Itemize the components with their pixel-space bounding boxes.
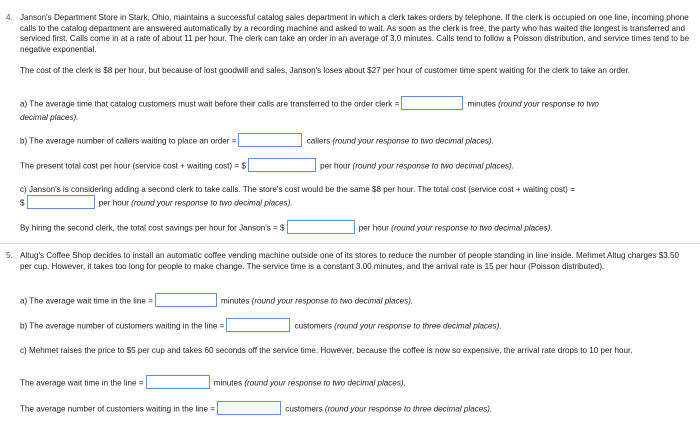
p5-part-a-unit: minutes — [221, 296, 250, 306]
savings-text: By hiring the second clerk, the total cost savings per hour for Janson's = $ — [20, 223, 285, 233]
total-cost-input[interactable] — [248, 158, 316, 172]
problem-5-part-a — [20, 296, 413, 307]
part-b-unit: callers — [306, 136, 331, 146]
p5-new-count-text: The average number of customers waiting in the line = — [20, 404, 216, 414]
total-cost-text: The present total cost per hour (service cost + waiting cost) = $ — [20, 161, 246, 171]
p5-new-count-unit: customers — [285, 404, 323, 414]
new-wait-time-input[interactable] — [146, 375, 210, 389]
total-cost-hint: (round your response to two decimal places). — [352, 161, 515, 171]
problem-5-number: 5. — [6, 251, 13, 260]
callers-waiting-input[interactable] — [238, 133, 302, 147]
p5-new-wait-unit: minutes — [213, 378, 243, 388]
wait-time-input[interactable] — [401, 96, 463, 110]
problem-4-cost-text: The cost of the clerk is $8 per hour, but because of lost goodwill and sales, Janson's loses about $27 per hour of customer time spent waiting for the clerk to take an order. — [20, 66, 630, 75]
p5-part-b-text: b) The average number of customers waiting in the line = — [20, 321, 225, 331]
problem-5-intro: Altug's Coffee Shop decides to install an automatic coffee vending machine outside one of its stores to reduce the number of people standing in line inside. Mehmet Altug charges $3.50 per cup. However, it takes too long for people to make change. The service time is a constant 3.00 minutes, and the arrival rate is 15 per hour (Poisson distributed). — [20, 251, 680, 271]
problem-4-intro: Janson's Department Store in Stark, Ohio, maintains a successful catalog sales department in which a clerk takes orders by telephone. If the clerk is occupied on one line, incoming phone calls to the catalog department are answered automatically by a recording machine and asked to wait. As soon as the clerk is free, the party who has waited the longest is transferred and serviced first. Calls come in at a rate of about 11 per hour. The clerk can take an order in an average of 3.0 minutes. Calls tend to follow a Poisson distribution, and service times tend to be negative exponential. — [20, 13, 690, 54]
problem-4-part-c-text: c) Janson's is considering adding a second clerk to take calls. The store's cost would be the same $8 per hour. The total cost (service cost + waiting cost) = — [20, 185, 575, 194]
p5-part-b-unit: customers — [294, 321, 332, 331]
second-clerk-cost-input[interactable] — [27, 195, 95, 209]
part-a-hint: (round your response to two — [498, 99, 599, 109]
part-a-unit: minutes — [467, 99, 496, 109]
p5-new-wait-text: The average wait time in the line = — [20, 378, 144, 388]
p5-new-count-hint: (round your response to three decimal places). — [324, 404, 493, 414]
avg-wait-time-input[interactable] — [155, 293, 217, 307]
p5-part-b-hint: (round your response to three decimal places). — [334, 321, 502, 331]
part-a-hint-cont: decimal places). — [20, 113, 79, 122]
problem-4-part-a — [20, 99, 599, 110]
part-c-dollar: $ — [20, 198, 25, 208]
problem-5-part-b — [20, 321, 502, 332]
part-a-text: a) The average time that catalog customers must wait before their calls are transferred to the order clerk = — [20, 99, 400, 109]
problem-5-part-c-text: c) Mehmet raises the price to $5 per cup and takes 60 seconds off the service time. However, because the coffee is now so expensive, the arrival rate drops to 10 per hour. — [20, 346, 633, 355]
problem-4-part-b — [20, 136, 494, 147]
p5-new-wait-hint: (round your response to two decimal places). — [244, 378, 406, 388]
p5-part-a-hint: (round your response to two decimal places). — [251, 296, 414, 306]
problem-divider — [0, 243, 700, 244]
new-customers-waiting-input[interactable] — [217, 401, 281, 415]
cost-savings-input[interactable] — [287, 220, 355, 234]
savings-hint: (round your response to two decimal places). — [391, 223, 553, 233]
problem-5-new-wait — [20, 378, 406, 389]
problem-5-new-count — [20, 404, 492, 415]
part-c-unit: per hour — [98, 198, 129, 208]
savings-unit: per hour — [358, 223, 389, 233]
problem-4-savings — [20, 223, 553, 234]
avg-customers-waiting-input[interactable] — [226, 318, 290, 332]
part-b-hint: (round your response to two decimal places). — [332, 136, 494, 146]
part-c-hint: (round your response to two decimal places). — [131, 198, 293, 208]
problem-4-number: 4. — [6, 13, 13, 22]
problem-4-total-cost — [20, 161, 514, 172]
part-b-text: b) The average number of callers waiting to place an order = — [20, 136, 237, 146]
p5-part-a-text: a) The average wait time in the line = — [20, 296, 153, 306]
problem-4-part-c-answer — [20, 198, 293, 209]
total-cost-unit: per hour — [320, 161, 351, 171]
